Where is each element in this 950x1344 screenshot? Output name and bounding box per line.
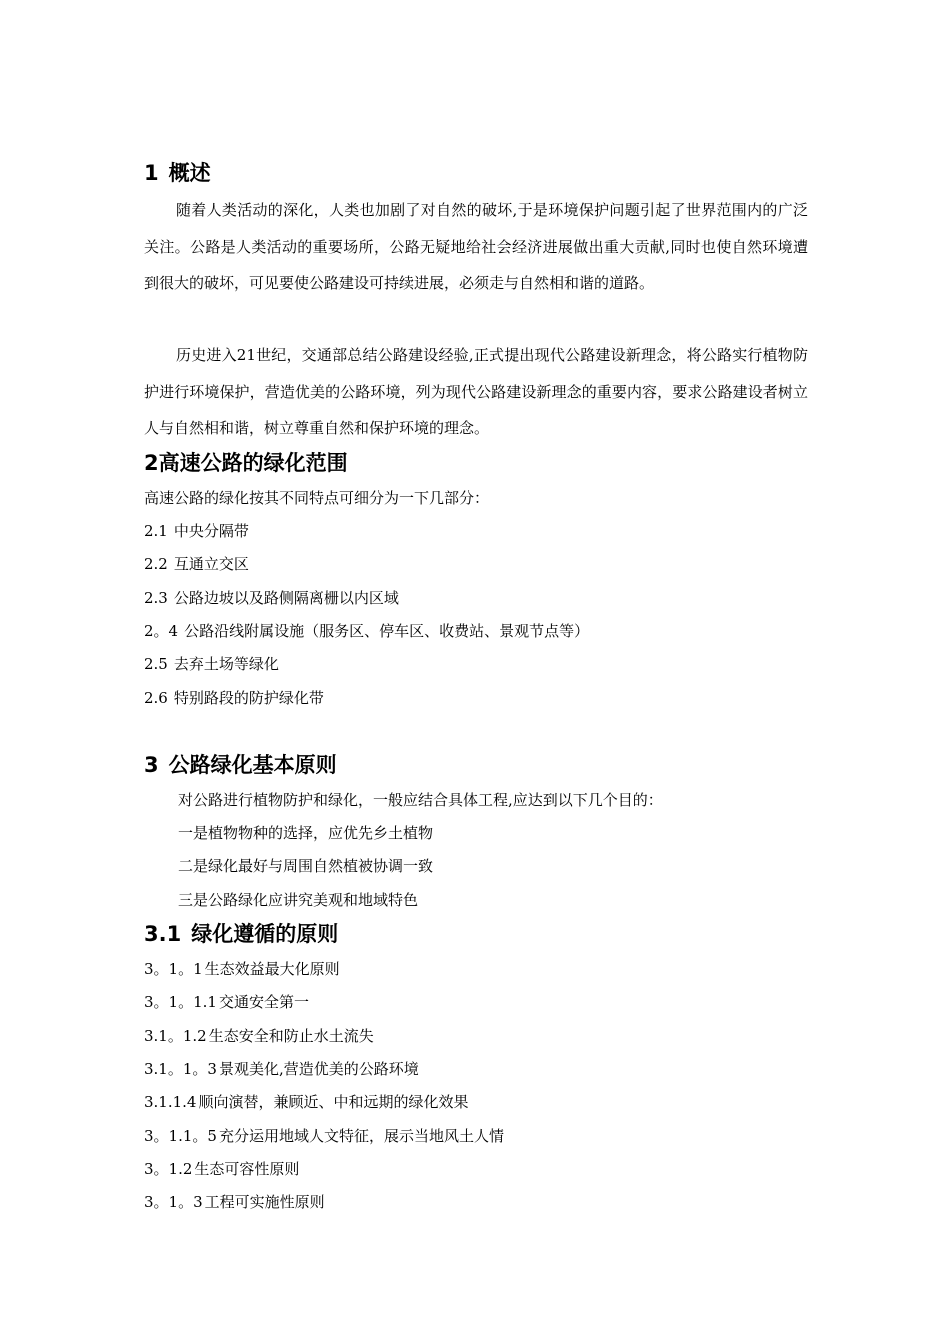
- list-item: [144, 687, 324, 709]
- list-item: [144, 520, 249, 542]
- list-item-text: 生态安全和防止水土流失: [208, 1027, 374, 1045]
- list-item-number: 3。1。1.1: [144, 993, 217, 1011]
- list-item: [144, 1191, 325, 1213]
- section-2-heading: [144, 450, 348, 476]
- list-item-text: 生态可容性原则: [194, 1160, 300, 1178]
- list-item: [144, 1058, 419, 1080]
- list-item-text: 公路沿线附属设施（服务区、停车区、收费站、景观节点等）: [184, 622, 590, 640]
- list-item-number: 3.1。1。3: [144, 1060, 217, 1078]
- list-item-text: 景观美化,营造优美的公路环境: [218, 1060, 419, 1078]
- list-item-text: 去弃土场等绿化: [173, 655, 279, 673]
- section-3-number: 3: [144, 753, 159, 777]
- section-2-intro: 高速公路的绿化按其不同特点可细分为一下几部分：: [144, 489, 490, 507]
- list-item-number: 3。1.2: [144, 1160, 193, 1178]
- section-1-number: 1: [144, 161, 159, 185]
- list-item-number: 2.5: [144, 655, 168, 673]
- goal-item: 二是绿化最好与周围自然植被协调一致: [178, 857, 434, 875]
- list-item-text: 公路边坡以及路侧隔离栅以内区域: [173, 589, 399, 607]
- list-item-number: 3.1。1.2: [144, 1027, 207, 1045]
- section-3-title: 公路绿化基本原则: [168, 753, 337, 777]
- list-item-text: 交通安全第一: [218, 993, 309, 1011]
- list-item: [144, 553, 249, 575]
- section-2-number: 2: [144, 451, 159, 475]
- list-item: [144, 587, 399, 609]
- section-2-title: 高速公路的绿化范围: [158, 451, 348, 475]
- list-item-text: 顺向演替，兼顾近、中和远期的绿化效果: [198, 1093, 469, 1111]
- list-item-number: 2.1: [144, 522, 168, 540]
- list-item: [144, 620, 589, 642]
- list-item: [144, 1125, 504, 1147]
- section-3-intro: 对公路进行植物防护和绿化，一般应结合具体工程,应达到以下几个目的：: [178, 791, 663, 809]
- list-item-text: 特别路段的防护绿化带: [173, 689, 324, 707]
- list-item-number: 2.3: [144, 589, 168, 607]
- goal-item: 三是公路绿化应讲究美观和地域特色: [178, 891, 419, 909]
- section-1-paragraph-2: 历史进入21世纪，交通部总结公路建设经验,正式提出现代公路建设新理念，将公路实行植物防护进行环境保护，营造优美的公路环境，列为现代公路建设新理念的重要内容，要求公路建设者树立人与自然相和谐，树立尊重自然和保护环境的理念。: [144, 346, 808, 437]
- section-3-1-number: 3.1: [144, 922, 182, 946]
- list-item-text: 中央分隔带: [173, 522, 249, 540]
- list-item-number: 3。1.1。5: [144, 1127, 217, 1145]
- list-item-number: 3。1。3: [144, 1193, 203, 1211]
- list-item: [144, 1025, 374, 1047]
- list-item: [144, 653, 279, 675]
- section-1-title: 概述: [168, 161, 211, 185]
- section-3-1-heading: [144, 921, 338, 947]
- section-3-heading: [144, 752, 337, 778]
- list-item-number: 3。1。1: [144, 960, 203, 978]
- section-3-1-title: 绿化遵循的原则: [191, 922, 339, 946]
- list-item-number: 3.1.1.4: [144, 1093, 197, 1111]
- list-item-text: 互通立交区: [173, 555, 249, 573]
- section-1-heading: [144, 160, 211, 186]
- list-item-text: 生态效益最大化原则: [204, 960, 340, 978]
- list-item-number: 2。4: [144, 622, 179, 640]
- goal-item: 一是植物物种的选择，应优先乡土植物: [178, 824, 434, 842]
- list-item-text: 充分运用地域人文特征，展示当地风土人情: [218, 1127, 504, 1145]
- list-item: [144, 991, 309, 1013]
- list-item-number: 2.6: [144, 689, 168, 707]
- list-item-text: 工程可实施性原则: [204, 1193, 325, 1211]
- list-item: [144, 1091, 469, 1113]
- list-item: [144, 1158, 299, 1180]
- section-1-paragraph-1: 随着人类活动的深化，人类也加剧了对自然的破坏,于是环境保护问题引起了世界范围内的广泛关注。公路是人类活动的重要场所，公路无疑地给社会经济进展做出重大贡献,同时也使自然环境遭到很大的破坏，可见要使公路建设可持续进展，必须走与自然相和谐的道路。: [144, 201, 808, 292]
- list-item: [144, 958, 340, 980]
- list-item-number: 2.2: [144, 555, 168, 573]
